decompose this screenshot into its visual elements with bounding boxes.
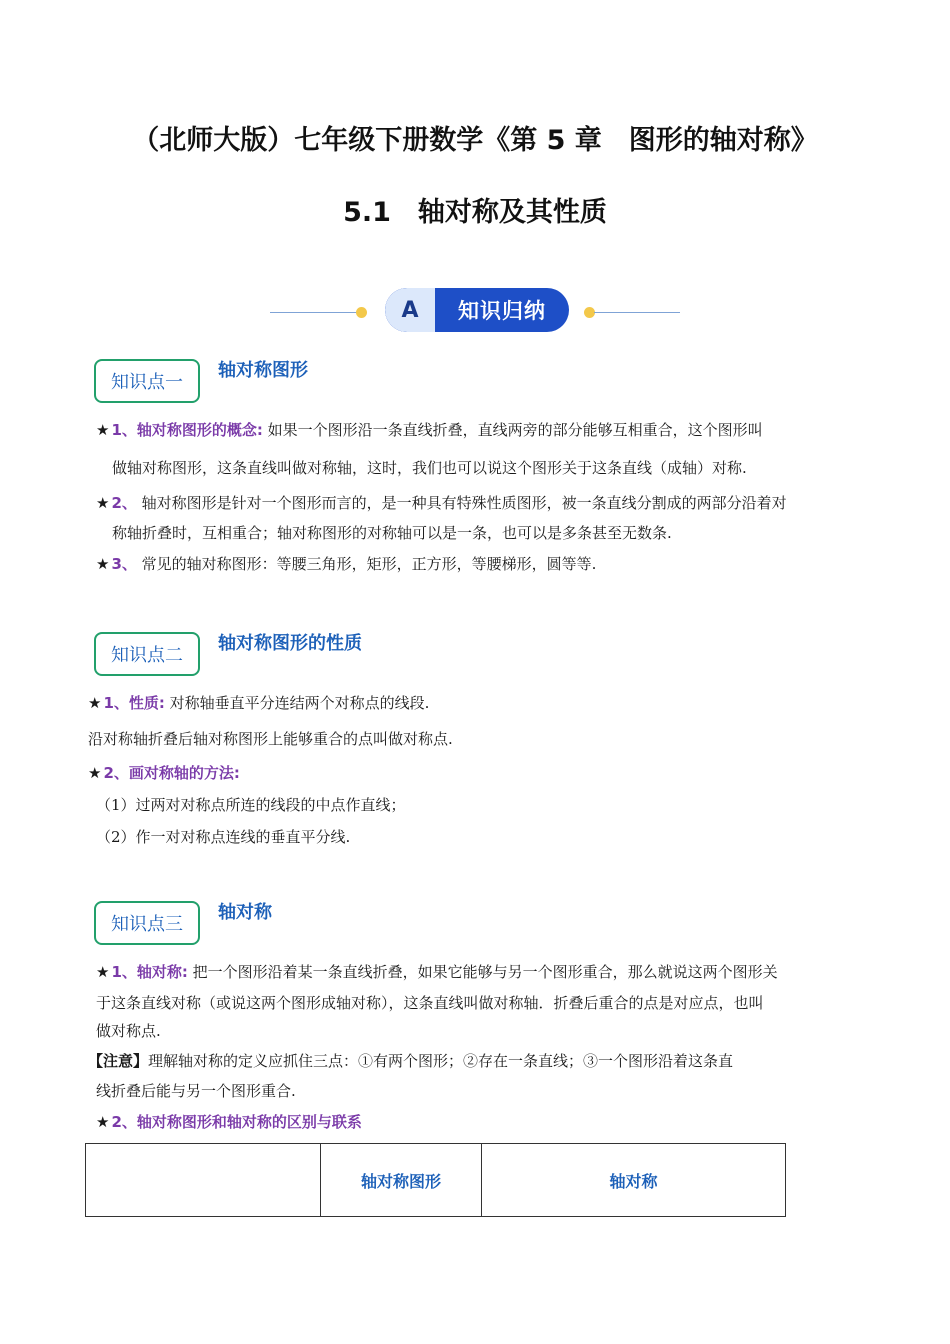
s1-item-1-head: 轴对称图形的概念: (136, 421, 263, 439)
s1-item-1 (96, 415, 866, 445)
s3-note (88, 1046, 873, 1076)
s1-item-3-line1: 常见的轴对称图形：等腰三角形，矩形，正方形，等腰梯形，圆等等. (141, 555, 597, 573)
s3-item-2-head: 轴对称图形和轴对称的区别与联系 (136, 1113, 362, 1131)
s3-item-1 (96, 957, 871, 987)
banner-left-dot (356, 307, 367, 318)
banner-right-line (594, 312, 680, 313)
s3-item-1-cont2: 做对称点. (96, 1022, 161, 1040)
s3-note-cont: 线折叠后能与另一个图形重合. (96, 1082, 296, 1100)
s3-note-label: 【注意】 (88, 1052, 149, 1070)
banner-letter: A (385, 288, 435, 332)
star-icon: ★ (88, 694, 102, 712)
comparison-table (85, 1143, 786, 1217)
s2-item-5: （2）作一对对称点连线的垂直平分线. (96, 828, 351, 846)
table-header-symmetry: 轴对称 (482, 1144, 786, 1217)
star-icon: ★ (96, 1113, 110, 1131)
s3-item-2 (96, 1107, 871, 1137)
s2-item-1 (88, 688, 868, 718)
s2-item-4: （1）过两对对称点所连的线段的中点作直线； (96, 796, 406, 814)
banner-label: 知识归纳 (458, 299, 546, 323)
star-icon: ★ (96, 963, 110, 981)
knowledge-box-1: 知识点一 (94, 359, 200, 403)
section-1-title: 轴对称图形 (218, 360, 308, 381)
banner-left-line (270, 312, 360, 313)
s3-item-2-num: 2、 (111, 1113, 137, 1131)
knowledge-box-2: 知识点二 (94, 632, 200, 676)
section-banner (270, 288, 680, 334)
s3-item-1-head: 轴对称: (136, 963, 188, 981)
s2-item-1-line1: 对称轴垂直平分连结两个对称点的线段. (169, 694, 430, 712)
star-icon: ★ (88, 764, 102, 782)
star-icon: ★ (96, 555, 110, 573)
s2-item-3-head: 画对称轴的方法: (128, 764, 240, 782)
s2-item-1-num: 1、 (103, 694, 129, 712)
section-2-title: 轴对称图形的性质 (218, 633, 362, 654)
s1-item-3-num: 3、 (111, 555, 137, 573)
s3-item-1-num: 1、 (111, 963, 137, 981)
s2-item-3 (88, 758, 868, 788)
knowledge-box-3: 知识点三 (94, 901, 200, 945)
s1-item-2-line1: 轴对称图形是针对一个图形而言的，是一种具有特殊性质图形，被一条直线分割成的两部分沿着对 (141, 494, 787, 512)
s3-note-line1: 理解轴对称的定义应抓住三点：①有两个图形；②存在一条直线；③一个图形沿着这条直 (148, 1052, 734, 1070)
table-header-figure: 轴对称图形 (321, 1144, 482, 1217)
s1-item-2-cont: 称轴折叠时，互相重合；轴对称图形的对称轴可以是一条，也可以是多条甚至无数条. (112, 524, 672, 542)
page-subtitle: 5.1 轴对称及其性质 (343, 197, 607, 228)
s1-item-3 (96, 549, 866, 579)
s3-item-1-cont: 于这条直线对称（或说这两个图形成轴对称），这条直线叫做对称轴．折叠后重合的点是对应点，也叫 (96, 994, 764, 1012)
s1-item-2 (96, 488, 871, 518)
star-icon: ★ (96, 494, 110, 512)
banner-pill (385, 288, 569, 332)
table-header-empty (86, 1144, 321, 1217)
s3-item-1-line1: 把一个图形沿着某一条直线折叠，如果它能够与另一个图形重合，那么就说这两个图形关 (192, 963, 778, 981)
s2-item-2: 沿对称轴折叠后轴对称图形上能够重合的点叫做对称点. (88, 730, 453, 748)
s1-item-1-num: 1、 (111, 421, 137, 439)
page-title: （北师大版）七年级下册数学《第 5 章 图形的轴对称》 (132, 125, 818, 156)
s1-item-1-cont: 做轴对称图形，这条直线叫做对称轴，这时，我们也可以说这个图形关于这条直线（成轴）对称. (112, 459, 747, 477)
s2-item-1-head: 性质: (128, 694, 165, 712)
s2-item-3-num: 2、 (103, 764, 129, 782)
section-3-title: 轴对称 (218, 902, 272, 923)
star-icon: ★ (96, 421, 110, 439)
table-header-row (86, 1144, 786, 1217)
s1-item-2-num: 2、 (111, 494, 137, 512)
s1-item-1-line1: 如果一个图形沿一条直线折叠，直线两旁的部分能够互相重合，这个图形叫 (267, 421, 763, 439)
